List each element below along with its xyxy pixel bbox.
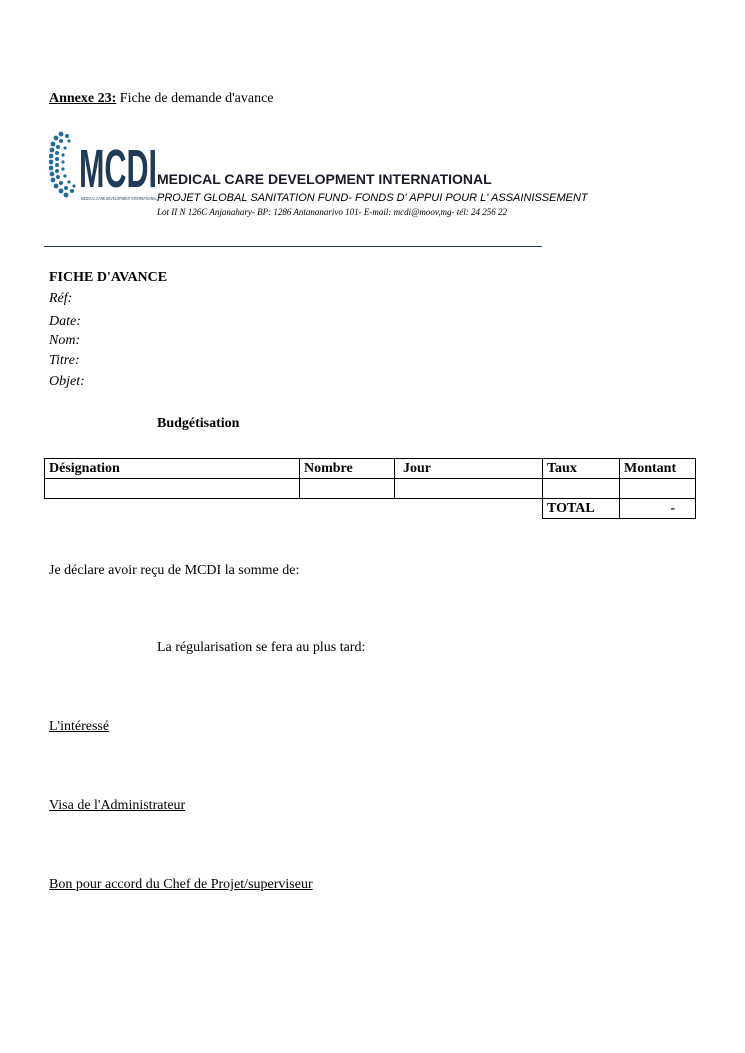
col-designation: Désignation	[45, 459, 300, 479]
table-row	[45, 479, 543, 499]
signature-visa-administrateur: Visa de l'Administrateur	[49, 798, 186, 813]
regularisation-text: La régularisation se fera au plus tard:	[157, 640, 366, 655]
signature-interesse: L'intéressé	[49, 719, 110, 734]
table-row	[543, 479, 696, 499]
logo-dot-ring	[49, 132, 76, 198]
table-header-row	[543, 459, 696, 479]
budget-table-left	[44, 458, 543, 499]
declaration-text: Je déclare avoir reçu de MCDI la somme de:	[49, 563, 300, 578]
org-name: MEDICAL CARE DEVELOPMENT INTERNATIONAL	[157, 171, 492, 187]
col-nombre: Nombre	[300, 459, 395, 479]
table-header-row	[45, 459, 543, 479]
field-ref: Réf:	[49, 291, 73, 306]
org-project: PROJET GLOBAL SANITATION FUND- FONDS D' APPUI POUR L' ASSAINISSEMENT	[157, 192, 588, 204]
field-objet: Objet:	[49, 374, 85, 389]
cell-jour[interactable]	[395, 479, 543, 499]
annex-heading	[49, 91, 274, 107]
org-address: Lot II N 126C Anjanahary- BP: 1286 Antananarivo 101- E-mail: mcdi@moov,mg- tél: 24 256 22	[157, 207, 507, 217]
budget-table-right	[542, 458, 696, 519]
mcdi-logo	[49, 128, 159, 206]
logo-subtext: MEDICAL CARE DEVELOPMENT INTERNATIONAL	[81, 196, 158, 201]
col-jour: Jour	[395, 459, 543, 479]
signature-chef-projet: Bon pour accord du Chef de Projet/superviseur	[49, 877, 313, 892]
field-date: Date:	[49, 314, 81, 329]
cell-designation[interactable]	[45, 479, 300, 499]
budget-heading: Budgétisation	[157, 416, 240, 431]
header-divider	[44, 246, 542, 247]
annex-title: Fiche de demande d'avance	[116, 91, 274, 106]
form-title: FICHE D'AVANCE	[49, 270, 168, 285]
cell-montant[interactable]	[620, 479, 696, 499]
total-label: TOTAL	[543, 499, 620, 519]
annex-label: Annexe 23:	[49, 91, 117, 106]
logo-wordmark: MCDI	[79, 139, 157, 199]
cell-nombre[interactable]	[300, 479, 395, 499]
total-row	[543, 499, 696, 519]
field-nom: Nom:	[49, 333, 81, 348]
field-titre: Titre:	[49, 353, 80, 368]
col-montant: Montant	[620, 459, 696, 479]
cell-taux[interactable]	[543, 479, 620, 499]
total-value: -	[620, 499, 696, 519]
col-taux: Taux	[543, 459, 620, 479]
